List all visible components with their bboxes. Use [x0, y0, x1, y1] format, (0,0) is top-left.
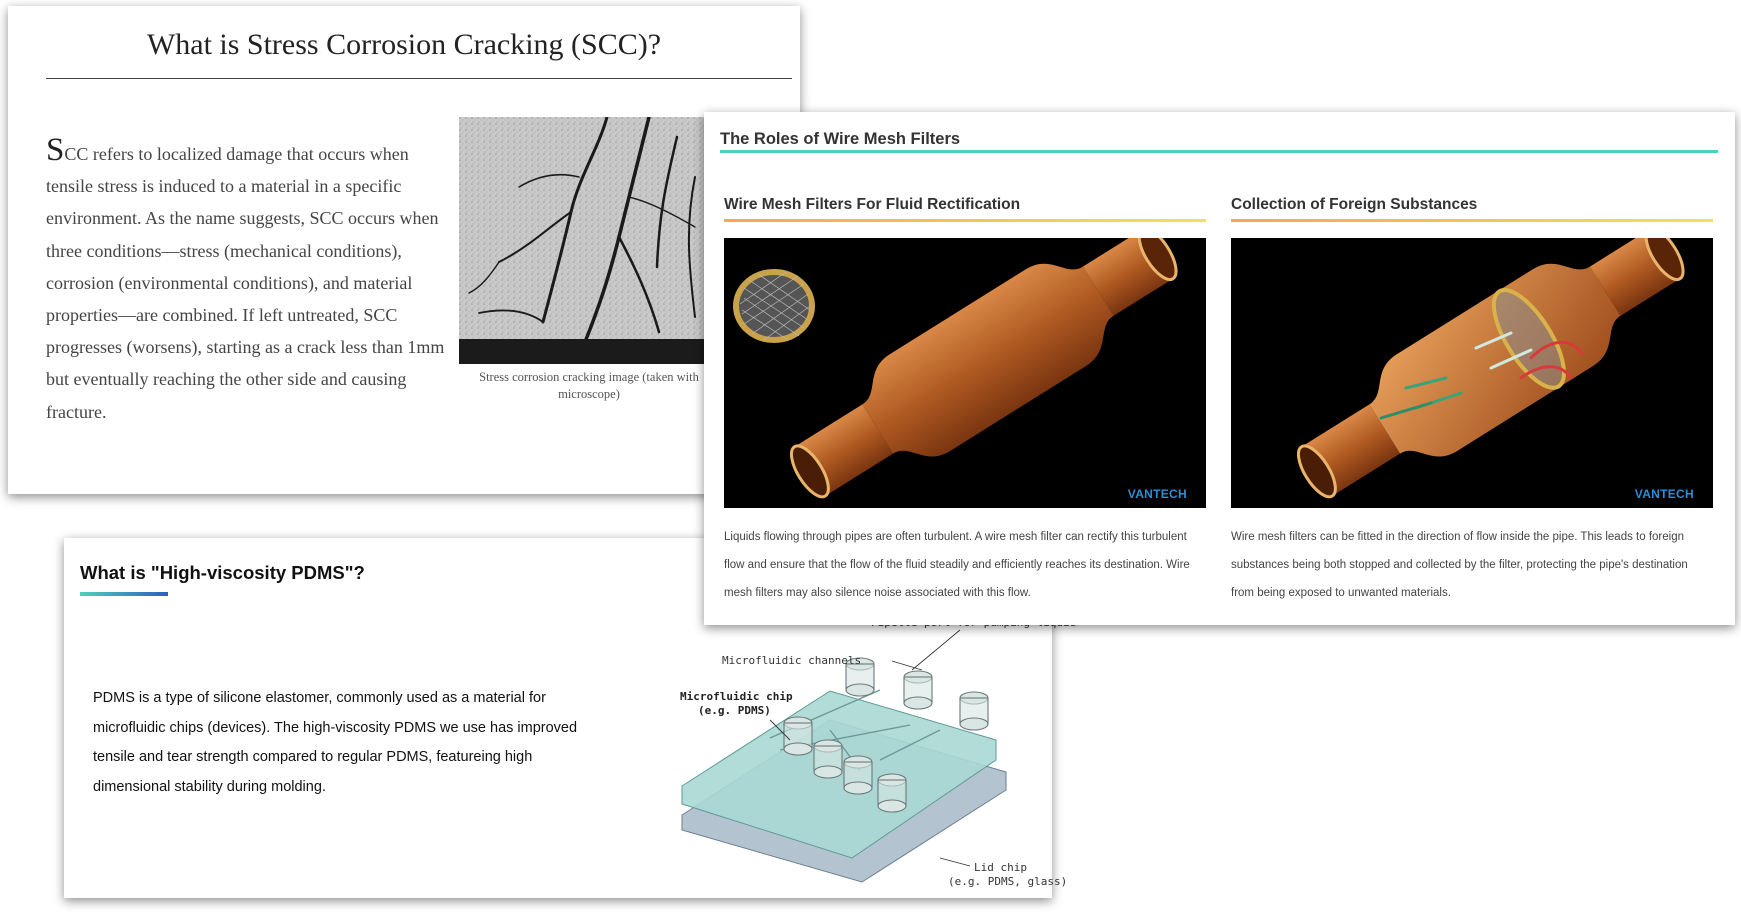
label-channels: Microfluidic channels: [722, 654, 862, 667]
heading-underline: [1231, 219, 1713, 222]
column-heading: Collection of Foreign Substances: [1231, 196, 1478, 213]
mesh-filter-icon: [736, 272, 812, 340]
label-chip-line1: Microfluidic chip: [680, 690, 793, 703]
column-heading: Wire Mesh Filters For Fluid Rectification: [724, 196, 1021, 213]
title-teal-rule: [720, 150, 1718, 153]
label-lid-line2: (e.g. PDMS, glass): [948, 875, 1068, 888]
scc-card: [8, 6, 800, 494]
drop-cap-rest: CC: [64, 144, 89, 164]
pipe-cutaway-image: [1231, 238, 1713, 508]
vantech-logo: VANTECH: [1127, 487, 1187, 501]
drop-cap: S: [46, 132, 65, 168]
title-divider: [46, 78, 792, 79]
pdms-title: What is "High-viscosity PDMS"?: [80, 562, 365, 583]
wire-title: The Roles of Wire Mesh Filters: [720, 130, 961, 148]
label-lid-line1: Lid chip: [974, 861, 1027, 874]
heading-underline: [724, 219, 1206, 222]
column-text: Wire mesh filters can be fitted in the direction of flow inside the pipe. This leads to foreign substances being both stopped and collected by the filter, protecting the pipe's destination from being exposed to unwanted materials.: [1231, 531, 1688, 599]
label-chip-line2: (e.g. PDMS): [698, 704, 771, 717]
foreign-substances-column: [1231, 196, 1713, 607]
pipe-filter-image: [724, 238, 1206, 508]
column-text: Liquids flowing through pipes are often turbulent. A wire mesh filter can rectify this turbulent flow and ensure that the flow of the fluid steadily and efficiently reaches its destination. Wire mesh filters may also silence noise associated with this flow.: [724, 531, 1190, 599]
title-underline: [80, 592, 168, 596]
vantech-logo: VANTECH: [1634, 487, 1694, 501]
image-caption: Stress corrosion cracking image (taken with microscope): [479, 370, 699, 401]
rectification-column: [724, 196, 1206, 607]
scc-description: [46, 134, 451, 428]
scc-title: What is Stress Corrosion Cracking (SCC)?: [146, 28, 662, 61]
scc-body-text: refers to localized damage that occurs when tensile stress is induced to a material in a specific environment. As the name suggests, SCC occurs when three conditions—stress (mechanical conditions), corrosion (environmental conditions), and material properties—are combined. If left untreated, SCC progresses (worsens), starting as a crack less than 1mm but eventually reaching the other side and causing fracture.: [46, 144, 445, 422]
pdms-description: PDMS is a type of silicone elastomer, commonly used as a material for microfluidic chips (devices). The high-viscosity PDMS we use has improved tensile and tear strength compared to regular PDMS, featureing high dimensional stability during molding.: [93, 690, 578, 795]
crack-microscope-image: [459, 117, 719, 364]
wire-mesh-card: [704, 112, 1735, 625]
microfluidic-chip-diagram: [680, 620, 1080, 896]
